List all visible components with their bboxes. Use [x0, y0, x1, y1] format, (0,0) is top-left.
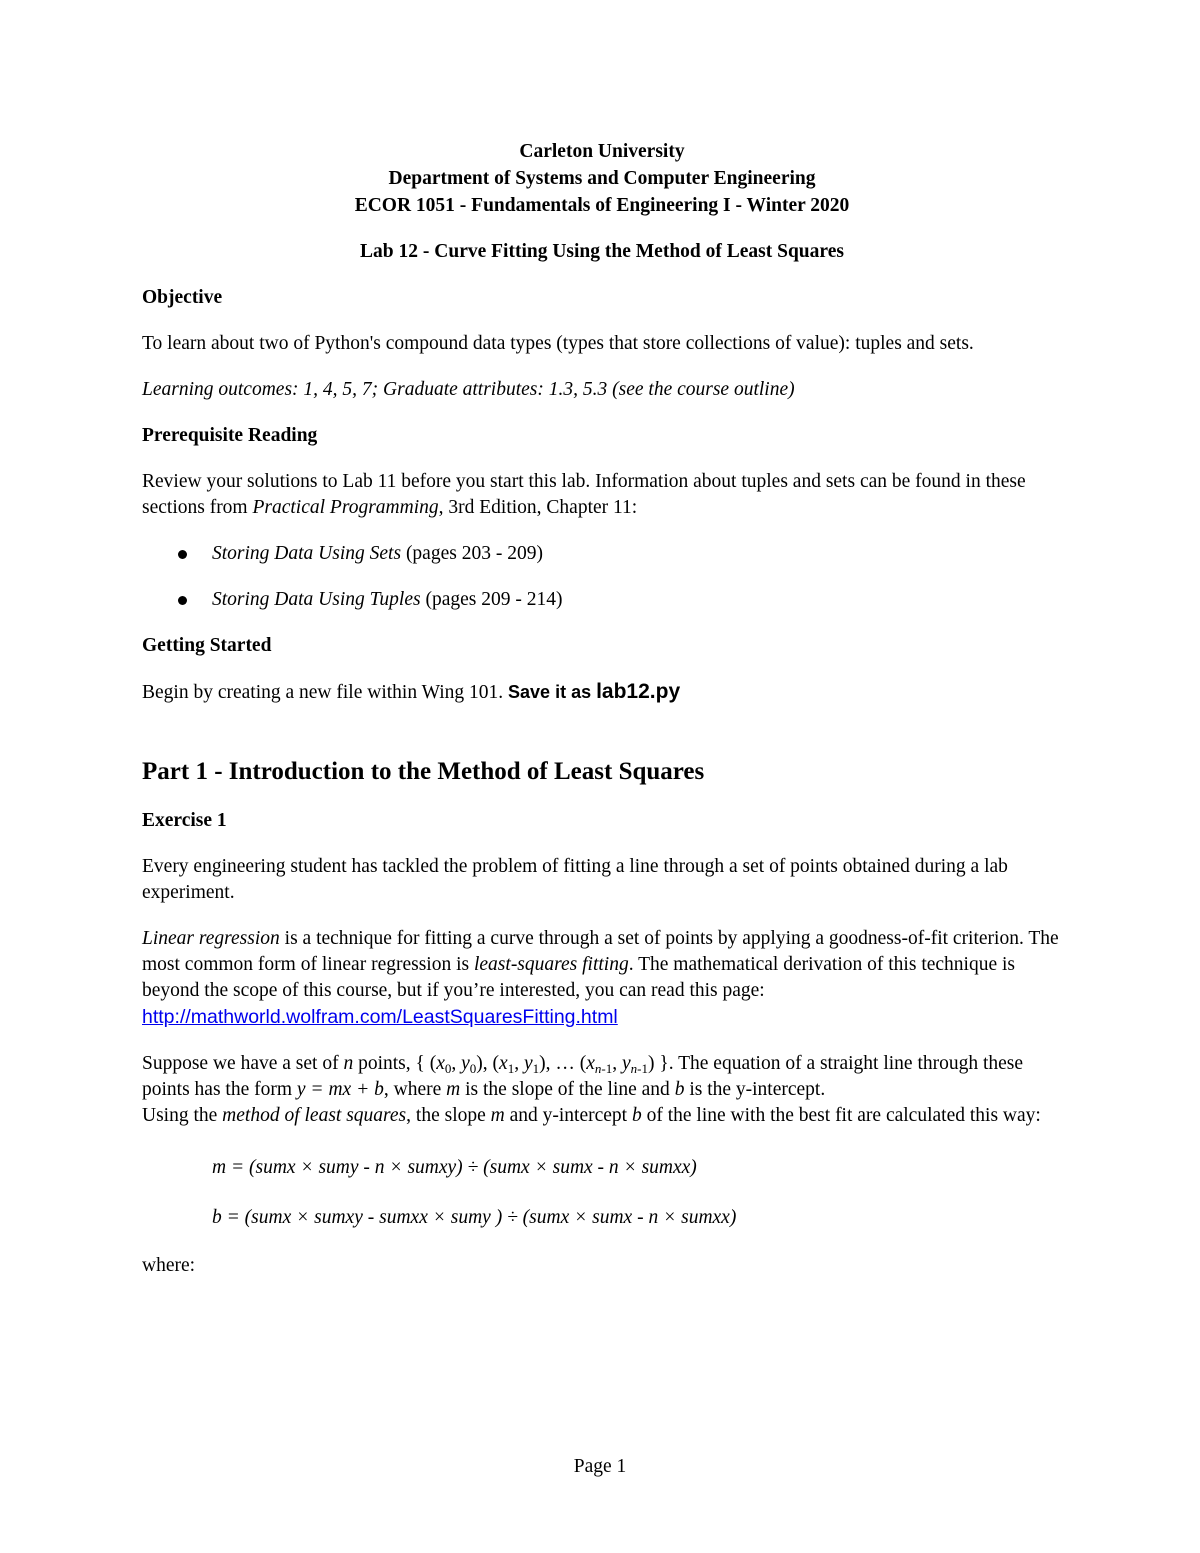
getting-started-text: Begin by creating a new file within Wing 101. Save it as lab12.py [142, 680, 681, 703]
reading-list [142, 541, 1062, 613]
exercise-heading: Exercise 1 [142, 810, 227, 831]
list-item: Storing Data Using Tuples (pages 209 - 214) [142, 587, 1062, 613]
where-label: where: [142, 1255, 196, 1276]
lab-title: Lab 12 - Curve Fitting Using the Method of Least Squares [360, 241, 844, 262]
regression-paragraph: Linear regression is a technique for fitting a curve through a set of points by applying a goodness-of-fit criterion. The most common form of linear regression is least-squares fitting. The mathematical derivation of this technique is beyond the scope of this course, but if you’re interested, you can read this page: http://mathworld.wolfram.com/LeastSquaresFitting.html [142, 928, 1059, 1028]
filename: lab12.py [596, 680, 681, 703]
bullet-icon [178, 596, 187, 605]
bullet-icon [178, 550, 187, 559]
least-squares-paragraph: Using the method of least squares, the slope m and y-intercept b of the line with the best fit are calculated this way: [142, 1105, 1041, 1126]
points-paragraph: Suppose we have a set of n points, { ($x_0$, $y_0$), ($x_1$, $y_1$), … ($x_{n-1}$, $y_{n-1}$) }. The equation of a straight line through these points has the form y = mx + b, where m is the slope of the line and b is the y-intercept. [142, 1053, 1024, 1100]
part1-heading: Part 1 - Introduction to the Method of Least Squares [142, 758, 705, 785]
intercept-formula: b = (sumx × sumxy - sumxx × sumy ) ÷ (sumx × sumx - n × sumxx) [212, 1207, 737, 1228]
department-name: Department of Systems and Computer Engineering [388, 168, 816, 189]
page-number: Page 1 [573, 1456, 627, 1477]
list-item: Storing Data Using Sets (pages 203 - 209) [142, 541, 1062, 567]
slope-formula: m = (sumx × sumy - n × sumxy) ÷ (sumx × sumx - n × sumxx) [212, 1157, 697, 1178]
getting-started-heading: Getting Started [142, 635, 272, 656]
course-title: ECOR 1051 - Fundamentals of Engineering I - Winter 2020 [354, 195, 850, 216]
exercise-intro: Every engineering student has tackled the problem of fitting a line through a set of points obtained during a lab experiment. [142, 856, 1008, 903]
objective-heading: Objective [142, 287, 223, 308]
document-header [142, 138, 1062, 265]
book-title: Practical Programming [252, 497, 439, 518]
prereq-text: Review your solutions to Lab 11 before you start this lab. Information about tuples and sets can be found in these sections from Practical Programming, 3rd Edition, Chapter 11: [142, 471, 1026, 518]
prereq-heading: Prerequisite Reading [142, 425, 318, 446]
document-page [142, 138, 1062, 1279]
wolfram-link[interactable]: http://mathworld.wolfram.com/LeastSquaresFitting.html [142, 1006, 618, 1028]
objective-text: To learn about two of Python's compound data types (types that store collections of value): tuples and sets. [142, 333, 974, 354]
university-name: Carleton University [519, 141, 685, 162]
learning-outcomes: Learning outcomes: 1, 4, 5, 7; Graduate attributes: 1.3, 5.3 (see the course outline) [142, 379, 795, 400]
